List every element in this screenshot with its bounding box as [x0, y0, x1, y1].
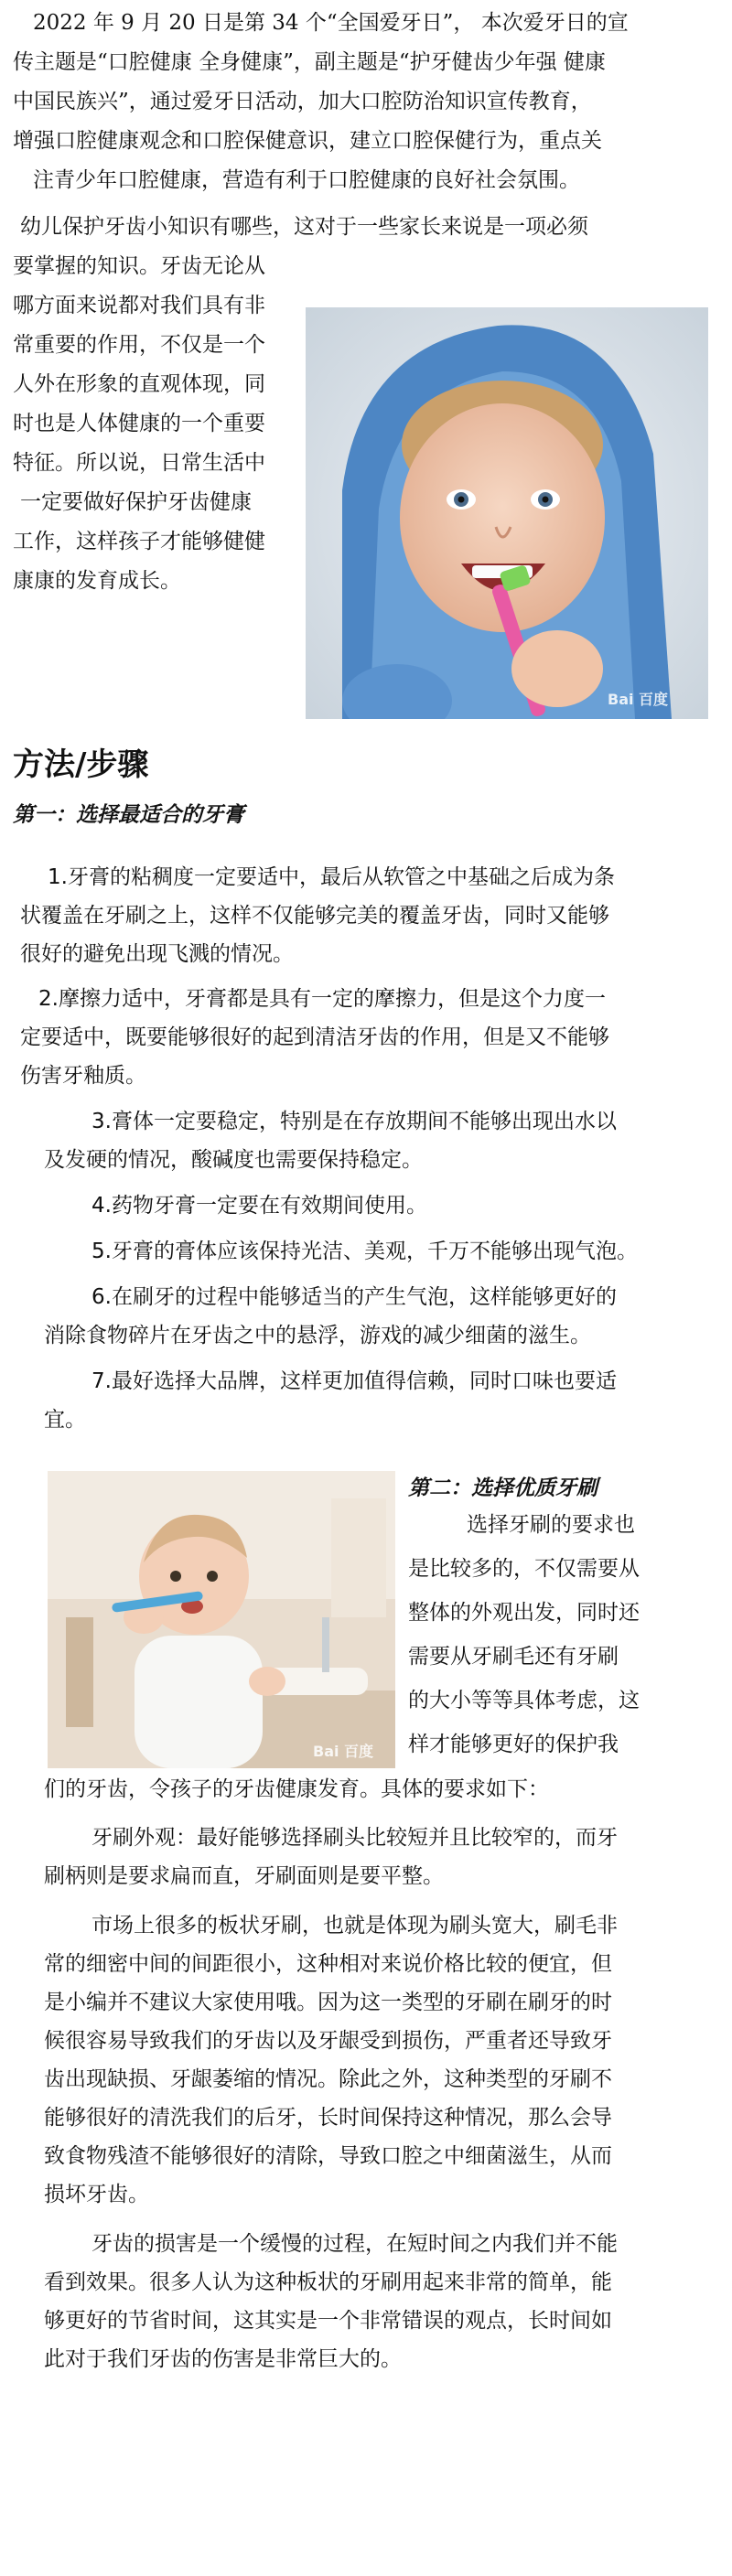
body-line: 宜。	[44, 1408, 86, 1432]
body-line: 整体的外观出发，同时还	[408, 1601, 640, 1625]
baidu-watermark: Bai 百度	[313, 1743, 374, 1760]
body-line: 哪方面来说都对我们具有非	[13, 294, 265, 317]
baidu-watermark: Bai 百度	[608, 691, 669, 708]
body-line: 常的细密中间的间距很小，这种相对来说价格比较的便宜，但	[44, 1952, 612, 1976]
body-line: 时也是人体健康的一个重要	[13, 412, 265, 435]
body-line: 要掌握的知识。牙齿无论从	[13, 254, 265, 278]
child-brushing-photo	[306, 307, 708, 719]
body-line: 1.牙膏的粘稠度一定要适中，最后从软管之中基础之后成为条	[48, 865, 615, 889]
intro-line: 增强口腔健康观念和口腔保健意识，建立口腔保健行为，重点关	[13, 129, 602, 153]
body-line: 状覆盖在牙刷之上，这样不仅能够完美的覆盖牙齿，同时又能够	[20, 904, 609, 928]
toddler-brushing-illustration	[48, 1471, 395, 1768]
body-line: 们的牙齿，令孩子的牙齿健康发育。具体的要求如下：	[44, 1777, 549, 1801]
body-line: 3.膏体一定要稳定，特别是在存放期间不能够出现出水以	[92, 1110, 617, 1133]
body-line: 2.摩擦力适中，牙膏都是具有一定的摩擦力，但是这个力度一	[38, 987, 606, 1011]
section-heading: 方法/步骤	[13, 746, 149, 783]
step1-title: 第一：选择最适合的牙膏	[13, 803, 244, 827]
body-line: 5.牙膏的膏体应该保持光洁、美观，千万不能够出现气泡。	[92, 1240, 638, 1263]
body-line: 工作，这样孩子才能够健健	[13, 530, 265, 553]
body-line: 选择牙刷的要求也	[467, 1513, 635, 1537]
body-line: 牙刷外观：最好能够选择刷头比较短并且比较窄的，而牙	[92, 1826, 618, 1850]
body-line: 7.最好选择大品牌，这样更加值得信赖，同时口味也要适	[92, 1369, 617, 1393]
intro-line: 注青少年口腔健康，营造有利于口腔健康的良好社会氛围。	[33, 168, 580, 192]
body-line: 4.药物牙膏一定要在有效期间使用。	[92, 1194, 427, 1218]
toddler-bathroom-photo	[48, 1471, 395, 1768]
body-line: 此对于我们牙齿的伤害是非常巨大的。	[44, 2347, 402, 2371]
body-line: 样才能够更好的保护我	[408, 1733, 619, 1756]
body-line: 能够很好的清洗我们的后牙，长时间保持这种情况，那么会导	[44, 2106, 612, 2130]
body-line: 定要适中，既要能够很好的起到清洁牙齿的作用，但是又不能够	[20, 1025, 609, 1049]
body-line: 致食物残渣不能够很好的清除，导致口腔之中细菌滋生，从而	[44, 2144, 612, 2168]
body-line: 消除食物碎片在牙齿之中的悬浮，游戏的减少细菌的滋生。	[44, 1324, 591, 1347]
intro-line: 2022 年 9 月 20 日是第 34 个“全国爱牙日”， 本次爱牙日的宣	[33, 11, 629, 35]
body-line: 很好的避免出现飞溅的情况。	[20, 942, 294, 966]
body-line: 常重要的作用，不仅是一个	[13, 333, 265, 357]
body-line: 齿出现缺损、牙龈萎缩的情况。除此之外，这种类型的牙刷不	[44, 2067, 612, 2091]
body-line: 是小编并不建议大家使用哦。因为这一类型的牙刷在刷牙的时	[44, 1991, 612, 2014]
body-line: 人外在形象的直观体现，同	[13, 372, 265, 396]
body-line: 够更好的节省时间，这其实是一个非常错误的观点，长时间如	[44, 2309, 612, 2333]
body-line: 需要从牙刷毛还有牙刷	[408, 1645, 619, 1669]
body-line: 特征。所以说，日常生活中	[13, 451, 265, 475]
body-line: 康康的发育成长。	[13, 569, 181, 593]
body-line: 6.在刷牙的过程中能够适当的产生气泡，这样能够更好的	[92, 1285, 617, 1309]
child-towel-illustration	[306, 307, 708, 719]
body-line: 牙齿的损害是一个缓慢的过程，在短时间之内我们并不能	[92, 2232, 618, 2256]
intro-line: 中国民族兴”，通过爱牙日活动，加大口腔防治知识宣传教育，	[13, 90, 592, 113]
body-line: 候很容易导致我们的牙齿以及牙龈受到损伤，严重者还导致牙	[44, 2029, 612, 2053]
body-line: 刷柄则是要求扁而直，牙刷面则是要平整。	[44, 1864, 444, 1888]
intro-line: 传主题是“口腔健康 全身健康”，副主题是“护牙健齿少年强 健康	[13, 50, 606, 74]
body-line: 一定要做好保护牙齿健康	[20, 490, 252, 514]
body-line: 市场上很多的板状牙刷，也就是体现为刷头宽大，刷毛非	[92, 1914, 618, 1937]
body-line: 看到效果。很多人认为这种板状的牙刷用起来非常的简单，能	[44, 2270, 612, 2294]
body-line: 伤害牙釉质。	[20, 1064, 146, 1088]
body-line: 幼儿保护牙齿小知识有哪些，这对于一些家长来说是一项必须	[20, 215, 588, 239]
body-line: 是比较多的，不仅需要从	[408, 1557, 640, 1581]
body-line: 及发硬的情况，酸碱度也需要保持稳定。	[44, 1148, 423, 1172]
body-line: 损坏牙齿。	[44, 2183, 149, 2206]
body-line: 的大小等等具体考虑，这	[408, 1689, 640, 1712]
step2-title: 第二：选择优质牙刷	[408, 1476, 597, 1500]
